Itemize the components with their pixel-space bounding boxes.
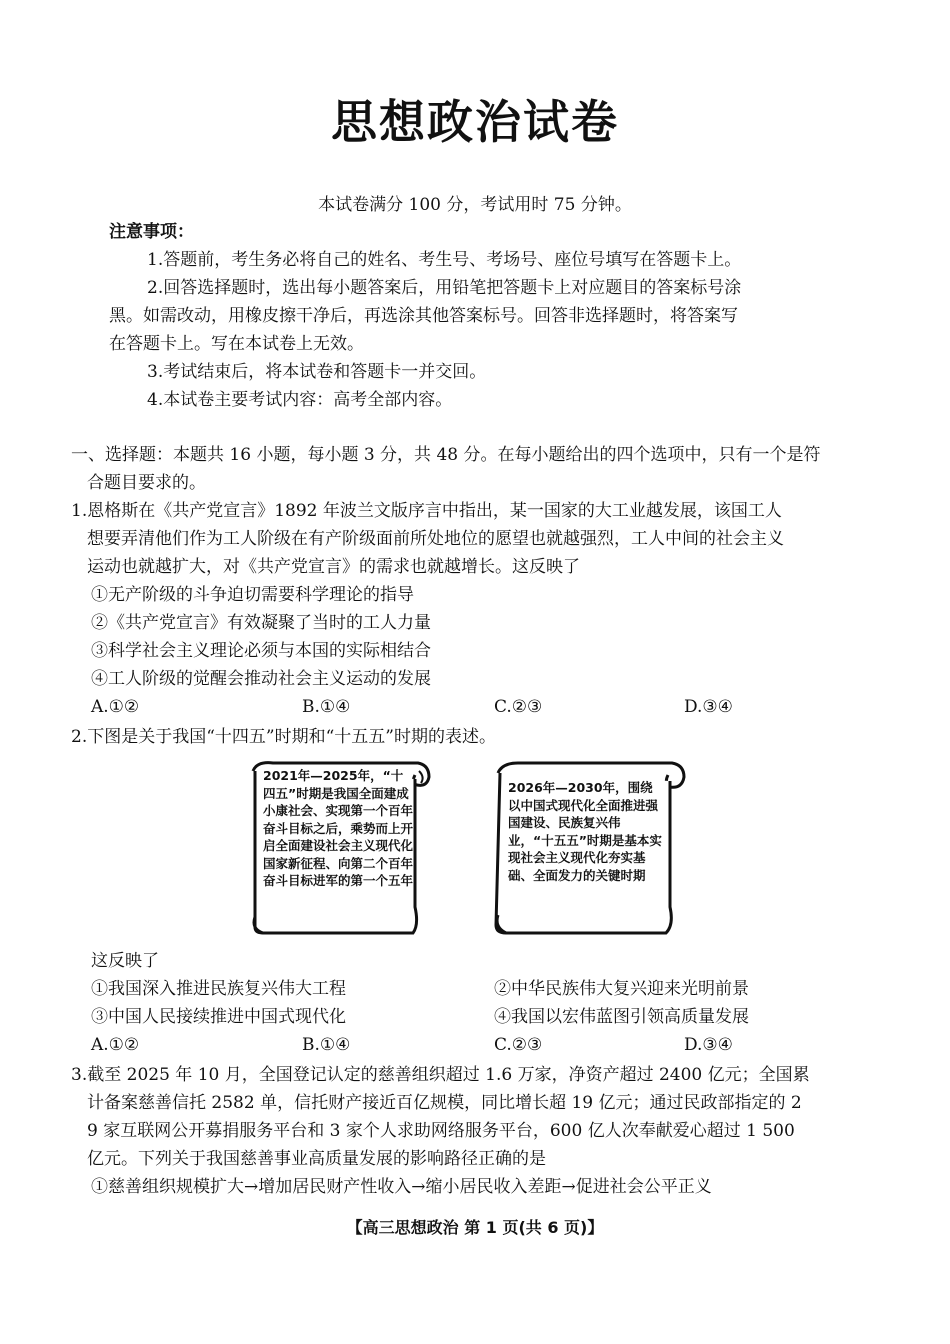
page-title: 思想政治试卷 bbox=[331, 95, 619, 149]
q2-reflect: 这反映了 bbox=[91, 951, 159, 971]
q1-statement: ③科学社会主义理论必须与本国的实际相结合 bbox=[91, 641, 431, 661]
q3-stem: 亿元。下列关于我国慈善事业高质量发展的影响路径正确的是 bbox=[87, 1149, 546, 1169]
q1-choice-a: A.①② bbox=[91, 697, 140, 717]
q1-stem: 运动也就越扩大，对《共产党宣言》的需求也就越增长。这反映了 bbox=[87, 557, 580, 577]
q3-stem: 9 家互联网公开募捐服务平台和 3 家个人求助网络服务平台，600 亿人次奉献爱心超过 1 500 bbox=[87, 1121, 795, 1141]
notice-heading: 注意事项： bbox=[109, 222, 194, 242]
notice-item: 3.考试结束后，将本试卷和答题卡一并交回。 bbox=[147, 362, 487, 382]
q2-statement: ②中华民族伟大复兴迎来光明前景 bbox=[494, 979, 749, 999]
q2-choice-a: A.①② bbox=[91, 1035, 140, 1055]
notice-item: 4.本试卷主要考试内容：高考全部内容。 bbox=[147, 390, 453, 410]
q2-statement: ③中国人民接续推进中国式现代化 bbox=[91, 1007, 346, 1027]
q1-stem: 想要弄清他们作为工人阶级在有产阶级面前所处地位的愿望也就越强烈，工人中间的社会主义 bbox=[87, 529, 784, 549]
q2-choice-c: C.②③ bbox=[494, 1035, 543, 1055]
q2-choice-d: D.③④ bbox=[684, 1035, 733, 1055]
q3-stem: 计备案慈善信托 2582 单，信托财产接近百亿规模，同比增长超 19 亿元；通过民政部指定的 2 bbox=[87, 1093, 802, 1113]
q1-statement: ④工人阶级的觉醒会推动社会主义运动的发展 bbox=[91, 669, 431, 689]
notice-item: 2.回答选择题时，选出每小题答案后，用铅笔把答题卡上对应题目的答案标号涂 bbox=[147, 278, 742, 298]
q3-stem: 3.截至 2025 年 10 月，全国登记认定的慈善组织超过 1.6 万家，净资产超过 2400 亿元；全国累 bbox=[71, 1065, 810, 1085]
q2-stem: 2.下图是关于我国“十四五”时期和“十五五”时期的表述。 bbox=[71, 727, 496, 747]
q1-choice-d: D.③④ bbox=[684, 697, 733, 717]
section-heading: 一、选择题：本题共 16 小题，每小题 3 分，共 48 分。在每小题给出的四个选项中，只有一个是符 bbox=[71, 445, 821, 465]
notice-item: 在答题卡上。写在本试卷上无效。 bbox=[109, 334, 364, 354]
q2-choice-b: B.①④ bbox=[302, 1035, 351, 1055]
q1-statement: ①无产阶级的斗争迫切需要科学理论的指导 bbox=[91, 585, 414, 605]
q1-statement: ②《共产党宣言》有效凝聚了当时的工人力量 bbox=[91, 613, 431, 633]
q2-statement: ④我国以宏伟蓝图引领高质量发展 bbox=[494, 1007, 749, 1027]
q1-choice-c: C.②③ bbox=[494, 697, 543, 717]
q2-statement: ①我国深入推进民族复兴伟大工程 bbox=[91, 979, 346, 999]
page-footer: 【高三思想政治 第 1 页(共 6 页)】 bbox=[346, 1218, 604, 1237]
notice-item: 黑。如需改动，用橡皮擦干净后，再选涂其他答案标号。回答非选择题时，将答案写 bbox=[109, 306, 738, 326]
scroll-right-text: 2026年—2030年，围绕以中国式现代化全面推进强国建设、民族复兴伟业，“十五五”时期是基本实现社会主义现代化夯实基础、全面发力的关键时期 bbox=[508, 780, 662, 883]
scroll-left-text: 2021年—2025年，“十四五”时期是我国全面建成小康社会、实现第一个百年奋斗目标之后，乘势而上开启全面建设社会主义现代化国家新征程、向第二个百年奋斗目标进军的第一个五年 bbox=[263, 768, 414, 888]
exam-info: 本试卷满分 100 分，考试用时 75 分钟。 bbox=[318, 195, 632, 215]
notice-item: 1.答题前，考生务必将自己的姓名、考生号、考场号、座位号填写在答题卡上。 bbox=[147, 250, 742, 270]
section-heading-cont: 合题目要求的。 bbox=[87, 473, 206, 493]
q3-statement: ①慈善组织规模扩大→增加居民财产性收入→缩小居民收入差距→促进社会公平正义 bbox=[91, 1177, 712, 1197]
scroll-illustration-right bbox=[490, 757, 688, 937]
q1-stem: 1.恩格斯在《共产党宣言》1892 年波兰文版序言中指出，某一国家的大工业越发展，该国工人 bbox=[71, 501, 782, 521]
scroll-illustration-left bbox=[243, 757, 433, 937]
q1-choice-b: B.①④ bbox=[302, 697, 351, 717]
